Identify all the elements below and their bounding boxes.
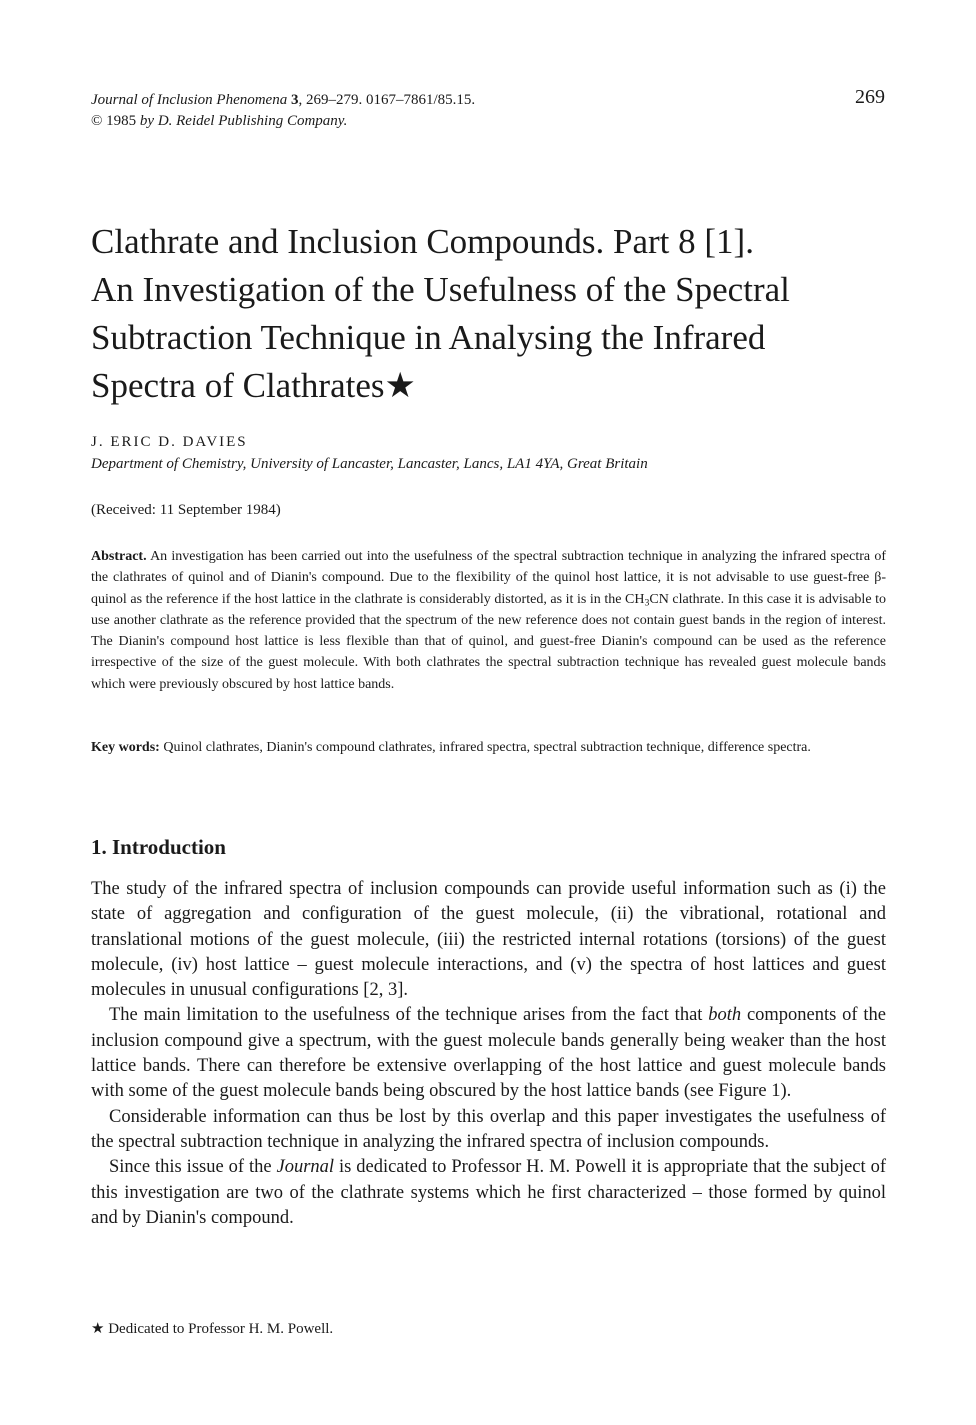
emphasis: Journal (276, 1157, 335, 1178)
title-line: An Investigation of the Usefulness of the Spectral (91, 270, 790, 309)
body-text (91, 877, 886, 1231)
abstract-subscript: 3 (644, 597, 650, 609)
footnote (91, 1319, 333, 1338)
paragraph-text: is dedicated to Professor H. M. Powell it is appropriate that the subject of this investigation are two of the clathrate systems which he first characterized – those formed by quinol and by Dianin's compound. (91, 1157, 886, 1228)
paragraph (91, 1003, 886, 1104)
keywords-text: Quinol clathrates, Dianin's compound clathrates, infrared spectra, spectral subtraction technique, difference spectra. (159, 740, 811, 755)
abstract (91, 546, 886, 695)
paragraph (91, 1155, 886, 1231)
title-line: Subtraction Technique in Analysing the Infrared (91, 318, 766, 357)
keywords (91, 738, 886, 758)
journal-name: Journal of Inclusion Phenomena (91, 92, 288, 108)
footnote-text: Dedicated to Professor H. M. Powell. (104, 1321, 334, 1337)
received-date: (Received: 11 September 1984) (91, 502, 281, 518)
paper-title (91, 218, 911, 410)
paragraph-text: The main limitation to the usefulness of the technique arises from the fact that (109, 1005, 709, 1026)
paragraph: Considerable information can thus be lost by this overlap and this paper investigates the usefulness of the spectral subtraction technique in analyzing the infrared spectra of inclusion compounds. (91, 1106, 886, 1152)
copyright-year: 1985 (106, 113, 137, 129)
paragraph: The study of the infrared spectra of inclusion compounds can provide useful information such as (i) the state of aggregation and configuration of the guest molecule, (ii) the vibrational, rotational and translational motions of the guest molecule, (iii) the restricted internal rotations (torsions) of the guest molecule, (iv) host lattice – guest molecule interactions, and (v) the spectra of host lattices and guest molecules in unusual configurations [2, 3]. (91, 879, 886, 1001)
journal-header (91, 90, 475, 132)
journal-copyright (91, 111, 475, 132)
page-number: 269 (855, 86, 885, 108)
journal-volume: 3 (290, 92, 299, 108)
paragraph-text: components of the inclusion compound give a spectrum, with the guest molecule bands generally being weaker than the host lattice bands. There can therefore be extensive overlapping of the host lattice and guest molecule bands with some of the guest molecule bands being obscured by the host lattice bands (see Figure 1). (91, 1005, 886, 1102)
footnote-mark: ★ (91, 1321, 105, 1337)
publisher: by D. Reidel Publishing Company. (139, 113, 348, 129)
journal-citation (91, 90, 475, 111)
paragraph-text: Since this issue of the (109, 1157, 277, 1178)
keywords-label: Key words: (91, 740, 160, 755)
abstract-text: CN clathrate. In this case it is advisable to use another clathrate as the reference provided that the spectrum of the new reference does not contain guest bands in the region of interest. The Dianin's compound host lattice is less flexible than that of quinol, and guest-free Dianin's compound can be used as the reference irrespective of the size of the guest molecule. With both clathrates the spectral subtraction technique has revealed guest molecule bands which were previously obscured by host lattice bands. (91, 591, 886, 692)
author-name: J. ERIC D. DAVIES (91, 434, 248, 450)
journal-pages-issn: , 269–279. 0167–7861/85.15. (298, 92, 476, 108)
copyright-symbol: © (91, 113, 103, 129)
abstract-label: Abstract. (91, 549, 147, 564)
section-heading: 1. Introduction (91, 835, 226, 859)
abstract-text: An investigation has been carried out into the usefulness of the spectral subtraction technique in analyzing the infrared spectra of the clathrates of quinol and of Dianin's compound. Due to the flexibility of the quinol host lattice, it is not advisable to use guest-free β-quinol as the reference if the host lattice in the clathrate is considerably distorted, as it is in the CH (91, 549, 886, 607)
title-line: Spectra of Clathrates★ (91, 366, 416, 405)
author-affiliation: Department of Chemistry, University of Lancaster, Lancaster, Lancs, LA1 4YA, Great Britain (91, 456, 648, 472)
title-line: Clathrate and Inclusion Compounds. Part 8 [1]. (91, 222, 754, 261)
emphasis: both (708, 1005, 742, 1026)
